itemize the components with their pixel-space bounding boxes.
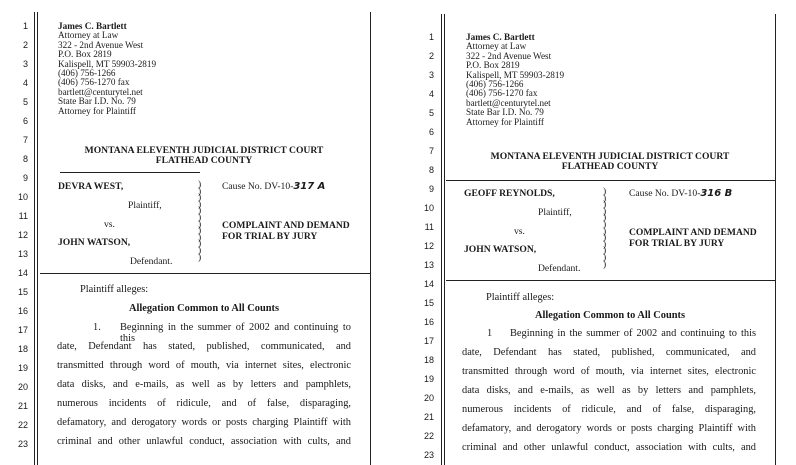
body-line: data disks, and e-mails, as well as by letters and pamphlets, xyxy=(462,385,756,396)
line-number: 12 xyxy=(423,241,434,251)
line-number: 17 xyxy=(423,336,434,346)
cause-number xyxy=(629,188,732,199)
line-number: 15 xyxy=(17,287,28,297)
line-number: 2 xyxy=(428,51,434,61)
court-heading xyxy=(38,146,370,166)
attorney-po-box: P.O. Box 2819 xyxy=(58,49,112,60)
complaint-page-reynolds xyxy=(404,0,776,465)
defendant-name: JOHN WATSON, xyxy=(58,237,131,248)
line-number: 5 xyxy=(428,108,434,118)
body-line: defamatory, and derogatory words or posts charging Plaintiff with xyxy=(462,423,756,434)
line-number: 16 xyxy=(423,317,434,327)
caption-top-rule xyxy=(60,172,200,173)
line-number: 21 xyxy=(423,412,434,422)
margin-rule xyxy=(441,14,442,465)
body-line: criminal and other unlawful conduct, association with cults, and xyxy=(57,436,351,447)
versus: vs. xyxy=(104,219,115,230)
line-number: 22 xyxy=(17,420,28,430)
line-number: 14 xyxy=(423,279,434,289)
attorney-city: Kalispell, MT 59903-2819 xyxy=(466,69,565,80)
court-heading xyxy=(445,152,775,172)
complaint-title-line1: COMPLAINT AND DEMAND xyxy=(222,220,350,231)
body-line: transmitted through word of mouth, via internet sites, electronic xyxy=(57,360,351,371)
line-number: 1 xyxy=(428,32,434,42)
line-number: 8 xyxy=(428,165,434,175)
versus: vs. xyxy=(514,226,525,237)
attorney-role: Attorney for Plaintiff xyxy=(58,105,136,116)
attorney-name: James C. Bartlett xyxy=(58,21,127,31)
complaint-title-line1: COMPLAINT AND DEMAND xyxy=(629,227,757,238)
line-number: 18 xyxy=(17,344,28,354)
line-number: 5 xyxy=(22,97,28,107)
attorney-title: Attorney at Law xyxy=(58,30,119,41)
line-number: 19 xyxy=(423,374,434,384)
court-name: MONTANA ELEVENTH JUDICIAL DISTRICT COURT xyxy=(84,145,324,156)
attorney-bar-id: State Bar I.D. No. 79 xyxy=(58,96,136,107)
line-number: 6 xyxy=(428,127,434,137)
line-number: 17 xyxy=(17,325,28,335)
line-number: 14 xyxy=(17,268,28,278)
line-number: 4 xyxy=(22,78,28,88)
cause-handwritten: 317 A xyxy=(293,181,326,192)
line-number: 21 xyxy=(17,401,28,411)
cause-handwritten: 316 B xyxy=(700,188,733,199)
attorney-street: 322 - 2nd Avenue West xyxy=(466,50,552,61)
attorney-header xyxy=(58,22,156,116)
line-number: 20 xyxy=(423,393,434,403)
complaint-title-line2: FOR TRIAL BY JURY xyxy=(629,238,725,249)
line-number: 2 xyxy=(22,40,28,50)
plaintiff-role: Plaintiff, xyxy=(538,207,572,218)
body-line: Beginning in the summer of 2002 and continuing to this xyxy=(510,328,756,339)
attorney-email: bartlett@centurytel.net xyxy=(58,86,143,97)
line-number: 6 xyxy=(22,116,28,126)
line-number: 7 xyxy=(22,135,28,145)
margin-rule xyxy=(444,14,445,465)
body-line: Beginning in the summer of 2002 and continuing to this xyxy=(120,322,351,344)
right-margin-rule xyxy=(370,12,371,465)
body-line: date, Defendant has stated, published, communicated, and xyxy=(462,347,756,358)
line-number: 10 xyxy=(423,203,434,213)
body-line: numerous incidents of ridicule, and of false, disparaging, xyxy=(462,404,756,415)
plaintiff-name: GEOFF REYNOLDS, xyxy=(464,188,555,199)
section-heading: Allegation Common to All Counts xyxy=(534,310,686,321)
line-number: 9 xyxy=(428,184,434,194)
line-number: 13 xyxy=(423,260,434,270)
body-line: numerous incidents of ridicule, and of false, disparaging, xyxy=(57,398,351,409)
attorney-phone: (406) 756-1266 xyxy=(58,68,116,79)
margin-rule xyxy=(34,12,35,465)
caption-bottom-rule xyxy=(446,280,775,281)
body-line: date, Defendant has stated, published, communicated, and xyxy=(57,341,351,352)
caption-bottom-rule xyxy=(40,273,370,274)
line-number: 9 xyxy=(22,173,28,183)
complaint-title-line2: FOR TRIAL BY JURY xyxy=(222,231,318,242)
line-number: 4 xyxy=(428,89,434,99)
plaintiff-role: Plaintiff, xyxy=(128,200,162,211)
cause-number xyxy=(222,181,325,192)
line-number: 20 xyxy=(17,382,28,392)
attorney-email: bartlett@centurytel.net xyxy=(466,97,551,108)
attorney-bar-id: State Bar I.D. No. 79 xyxy=(466,107,544,118)
attorney-city: Kalispell, MT 59903-2819 xyxy=(58,58,157,69)
attorney-phone: (406) 756-1266 xyxy=(466,79,524,90)
line-number: 12 xyxy=(17,230,28,240)
attorney-header xyxy=(466,33,564,127)
line-number: 7 xyxy=(428,146,434,156)
paragraph-number: 1 xyxy=(487,328,493,339)
plaintiff-name: DEVRA WEST, xyxy=(58,181,124,192)
attorney-fax: (406) 756-1270 fax xyxy=(466,88,538,99)
defendant-role: Defendant. xyxy=(538,263,581,274)
line-number: 3 xyxy=(22,59,28,69)
attorney-name: James C. Bartlett xyxy=(466,32,535,42)
section-heading: Allegation Common to All Counts xyxy=(128,303,280,314)
attorney-role: Attorney for Plaintiff xyxy=(466,116,544,127)
line-number: 18 xyxy=(423,355,434,365)
defendant-name: JOHN WATSON, xyxy=(464,244,537,255)
plaintiff-alleges: Plaintiff alleges: xyxy=(80,284,149,295)
line-number: 11 xyxy=(424,222,434,232)
attorney-street: 322 - 2nd Avenue West xyxy=(58,39,144,50)
caption-bracket: ) ) ) ) ) ) ) ) ) ) ) ) xyxy=(603,186,607,270)
line-number: 8 xyxy=(22,154,28,164)
line-number: 15 xyxy=(423,298,434,308)
line-number: 19 xyxy=(17,363,28,373)
body-line: transmitted through word of mouth, via internet sites, electronic xyxy=(462,366,756,377)
line-number: 13 xyxy=(17,249,28,259)
attorney-title: Attorney at Law xyxy=(466,41,527,52)
line-number: 16 xyxy=(17,306,28,316)
cause-label: Cause No. DV-10- xyxy=(629,188,701,199)
court-county: FLATHEAD COUNTY xyxy=(561,161,659,172)
line-number: 23 xyxy=(423,450,434,460)
line-number: 10 xyxy=(17,192,28,202)
cause-label: Cause No. DV-10- xyxy=(222,181,294,192)
margin-rule xyxy=(37,12,38,465)
paragraph-number: 1. xyxy=(93,322,101,333)
body-line: criminal and other unlawful conduct, association with cults, and xyxy=(462,442,756,453)
line-number: 3 xyxy=(428,70,434,80)
attorney-po-box: P.O. Box 2819 xyxy=(466,60,520,71)
right-margin-rule xyxy=(775,14,776,465)
line-number: 22 xyxy=(423,431,434,441)
caption-top-rule xyxy=(446,180,775,181)
court-county: FLATHEAD COUNTY xyxy=(155,155,253,166)
line-number: 1 xyxy=(22,21,28,31)
body-line: defamatory, and derogatory words or posts charging Plaintiff with xyxy=(57,417,351,428)
attorney-fax: (406) 756-1270 fax xyxy=(58,77,130,88)
complaint-page-west xyxy=(0,0,372,465)
plaintiff-alleges: Plaintiff alleges: xyxy=(486,292,555,303)
body-line: data disks, and e-mails, as well as by letters and pamphlets, xyxy=(57,379,351,390)
line-number: 23 xyxy=(17,439,28,449)
defendant-role: Defendant. xyxy=(130,256,173,267)
court-name: MONTANA ELEVENTH JUDICIAL DISTRICT COURT xyxy=(490,151,730,162)
line-number: 11 xyxy=(18,211,28,221)
caption-bracket: ) ) ) ) ) ) ) ) ) ) ) ) xyxy=(198,179,202,263)
